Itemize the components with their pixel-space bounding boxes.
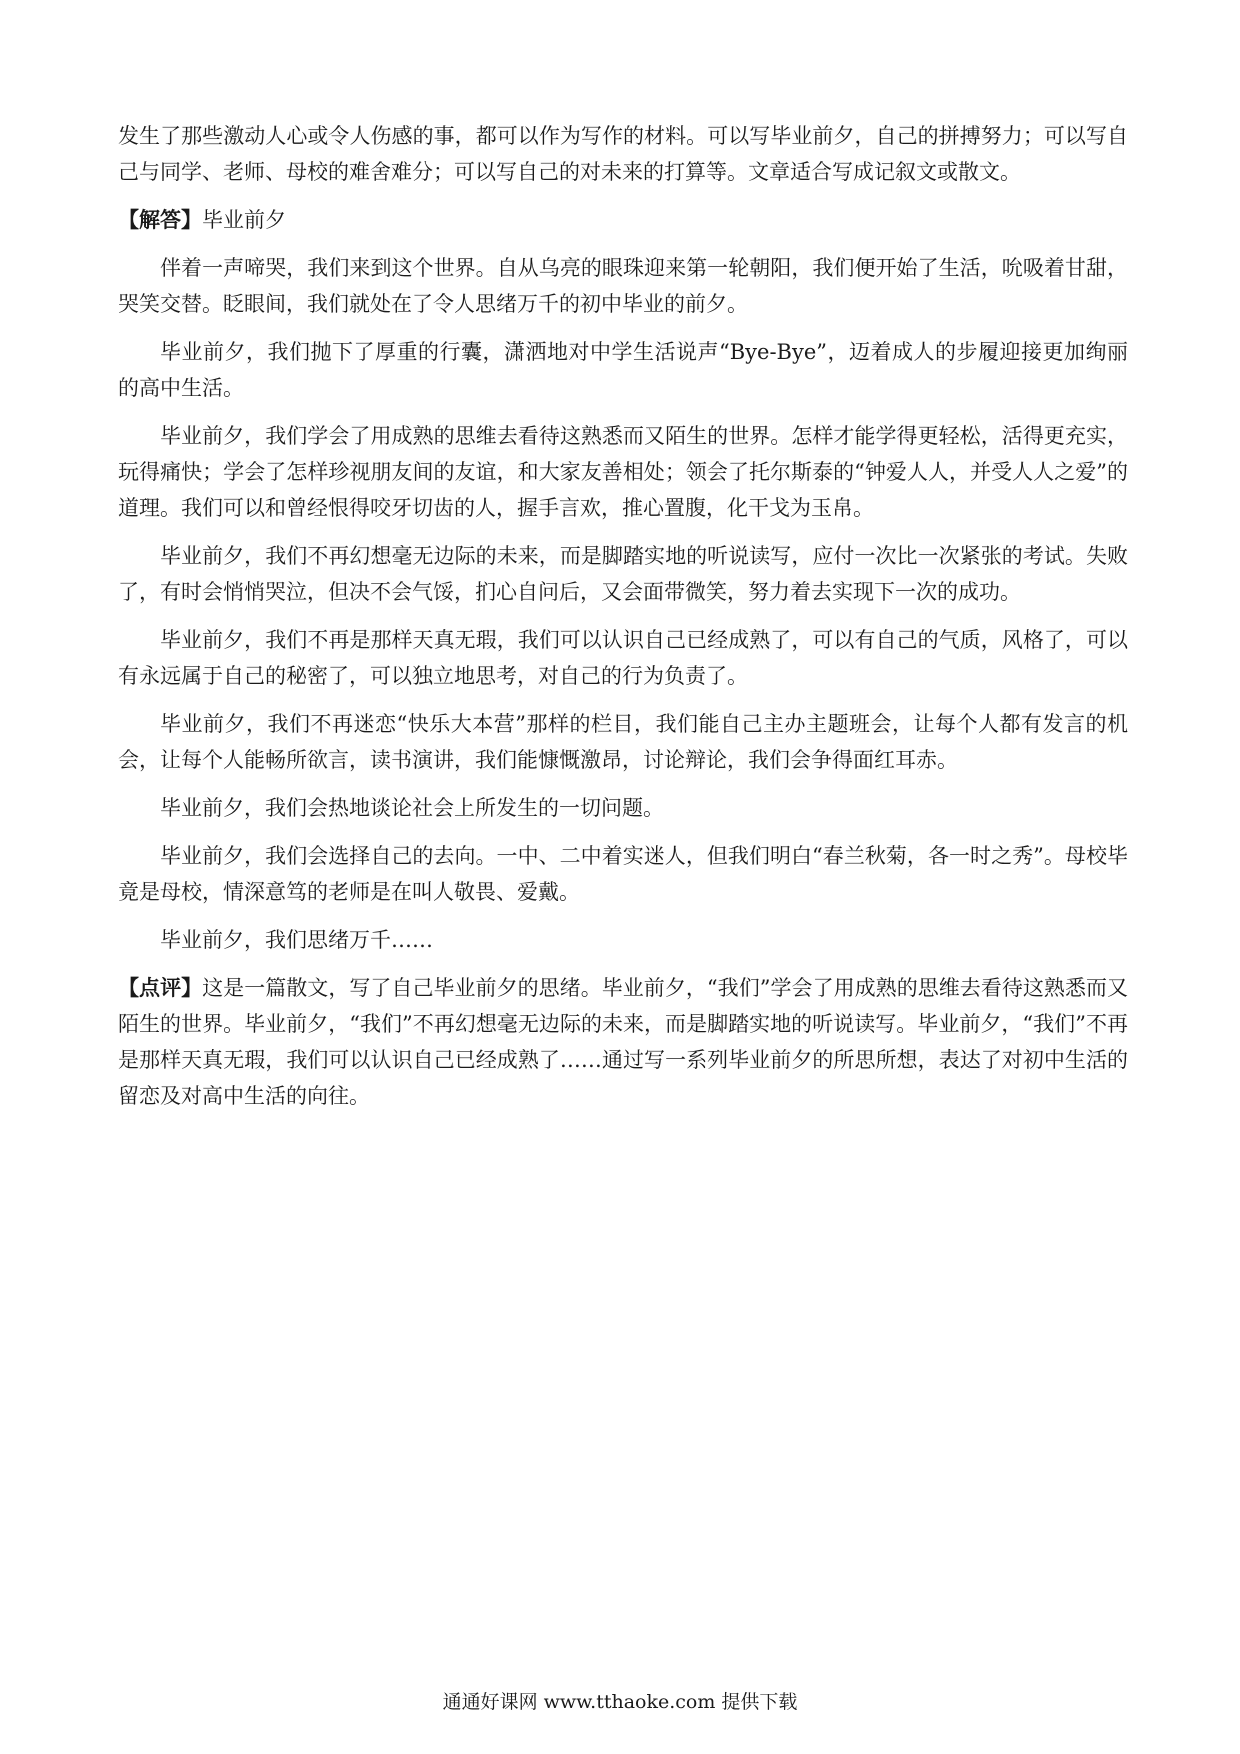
- essay-paragraph-4: 毕业前夕，我们不再幻想毫无边际的未来，而是脚踏实地的听说读写，应付一次比一次紧张的考试。失败了，有时会悄悄哭泣，但决不会气馁，扪心自问后，又会面带微笑，努力着去实现下一次的成功。: [118, 544, 1128, 604]
- comment-text: 这是一篇散文，写了自己毕业前夕的思绪。毕业前夕，“我们”学会了用成熟的思维去看待这熟悉而又陌生的世界。毕业前夕，“我们”不再幻想毫无边际的未来，而是脚踏实地的听说读写。毕业前夕，“我们”不再是那样天真无瑕，我们可以认识自己已经成熟了……通过写一系列毕业前夕的所思所想，表达了对初中生活的留恋及对高中生活的向往。: [118, 976, 1129, 1108]
- document-body: [118, 118, 1128, 1126]
- essay-paragraph-3: 毕业前夕，我们学会了用成熟的思维去看待这熟悉而又陌生的世界。怎样才能学得更轻松，活得更充实，玩得痛快；学会了怎样珍视朋友间的友谊，和大家友善相处；领会了托尔斯泰的“钟爱人人，并受人人之爱”的道理。我们可以和曾经恨得咬牙切齿的人，握手言欢，推心置腹，化干戈为玉帛。: [118, 424, 1128, 520]
- comment-tag: 【点评】: [118, 975, 203, 1000]
- answer-tag: 【解答】: [118, 207, 202, 232]
- essay-paragraph-8: 毕业前夕，我们会选择自己的去向。一中、二中着实迷人，但我们明白“春兰秋菊，各一时之秀”。母校毕竟是母校，情深意笃的老师是在叫人敬畏、爱戴。: [118, 844, 1128, 904]
- essay-paragraph-9: 毕业前夕，我们思绪万千……: [160, 928, 433, 952]
- essay-paragraph-1: 伴着一声啼哭，我们来到这个世界。自从乌亮的眼珠迎来第一轮朝阳，我们便开始了生活，吮吸着甘甜，哭笑交替。眨眼间，我们就处在了令人思绪万千的初中毕业的前夕。: [118, 256, 1128, 316]
- essay-paragraph-5: 毕业前夕，我们不再是那样天真无瑕，我们可以认识自己已经成熟了，可以有自己的气质，风格了，可以有永远属于自己的秘密了，可以独立地思考，对自己的行为负责了。: [118, 628, 1128, 688]
- essay-paragraph-2: 毕业前夕，我们抛下了厚重的行囊，潇洒地对中学生活说声“Bye-Bye”，迈着成人的步履迎接更加绚丽的高中生活。: [118, 340, 1128, 400]
- essay-title: 毕业前夕: [202, 208, 286, 232]
- page-footer: 通通好课网 www.tthaoke.com 提供下载: [442, 1691, 798, 1713]
- comment-paragraph: [118, 970, 1128, 1114]
- intro-paragraph: 发生了那些激动人心或令人伤感的事，都可以作为写作的材料。可以写毕业前夕，自己的拼搏努力；可以写自己与同学、老师、母校的难舍难分；可以写自己的对未来的打算等。文章适合写成记叙文或散文。: [118, 124, 1128, 184]
- answer-heading: [118, 202, 1128, 238]
- essay-paragraph-6: 毕业前夕，我们不再迷恋“快乐大本营”那样的栏目，我们能自己主办主题班会，让每个人都有发言的机会，让每个人能畅所欲言，读书演讲，我们能慷慨激昂，讨论辩论，我们会争得面红耳赤。: [118, 712, 1128, 772]
- essay-paragraph-7: 毕业前夕，我们会热地谈论社会上所发生的一切问题。: [160, 796, 664, 820]
